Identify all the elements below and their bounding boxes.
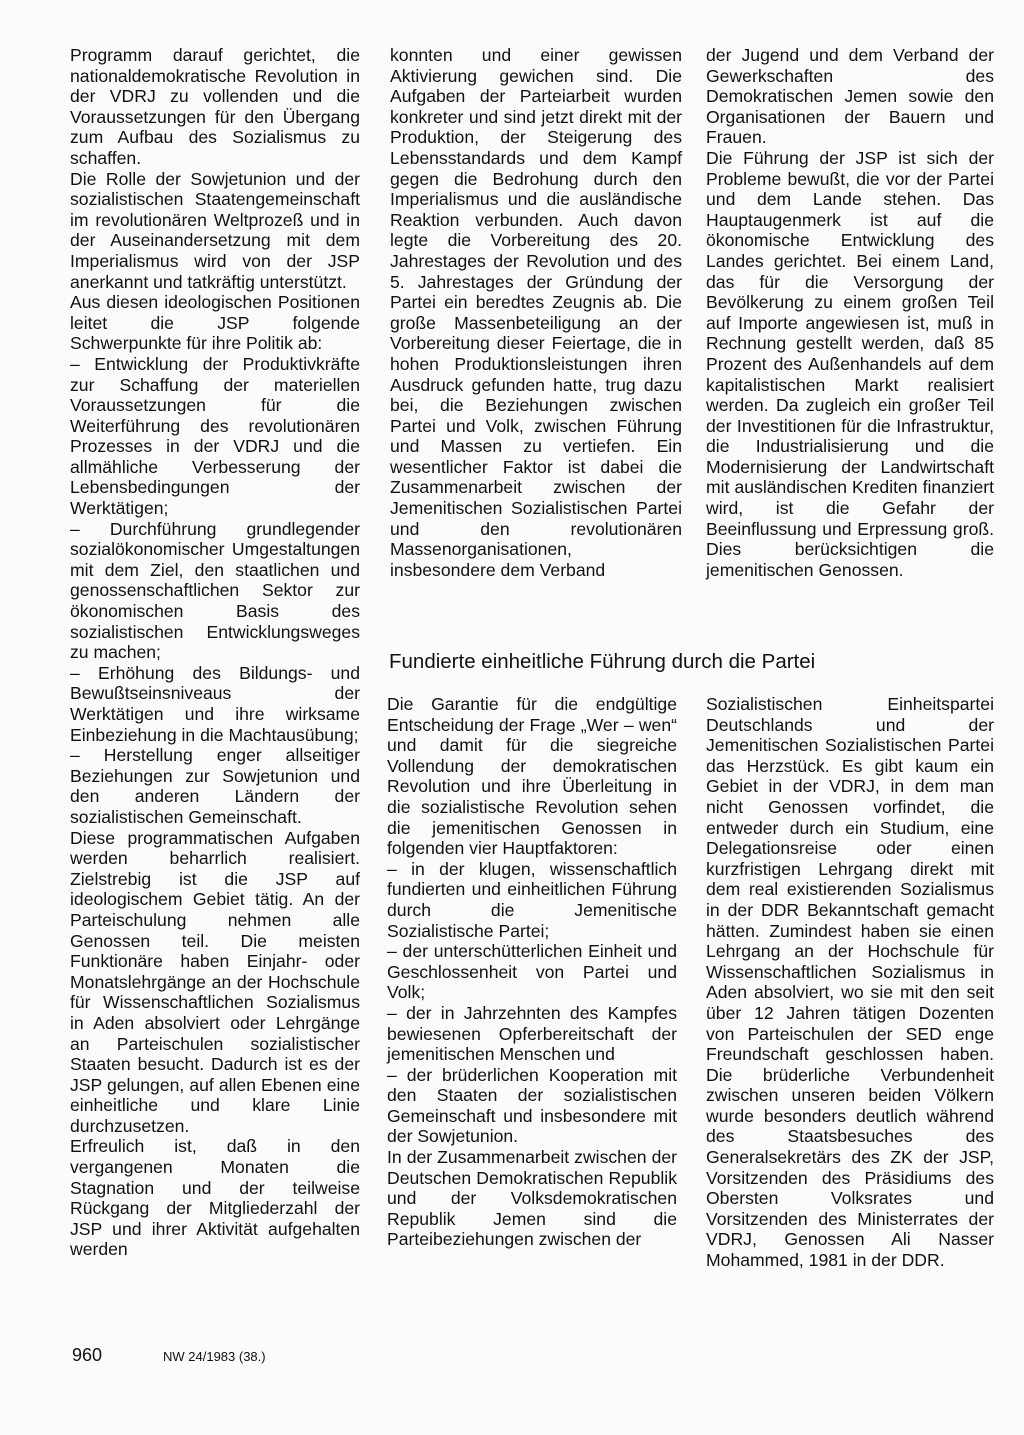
paragraph: – Entwicklung der Produktivkräfte zur Schaffung der materiellen Voraussetzungen für die Weiterführung des revolutionären Prozesses in der VDRJ und die allmähliche Verbesserung der Lebensbedingungen der Werktätigen; (70, 353, 360, 519)
paragraph: In der Zusammenarbeit zwischen der Deutschen Demokratischen Republik und der Volksdemokratischen Republik Jemen sind die Parteibeziehungen zwischen der (387, 1147, 677, 1250)
paragraph: – Durchführung grundlegender sozialökonomischer Umgestaltungen mit dem Ziel, den staatlichen und genossenschaftlichen Sektor zur ökonomischen Basis des sozialistischen Entwicklungsweges zu machen; (70, 518, 360, 663)
section-heading: Fundierte einheitliche Führung durch die Partei (389, 650, 816, 673)
paragraph: der Jugend und dem Verband der Gewerkschaften des Demokratischen Jemen sowie den Organisationen der Bauern und Frauen. (706, 45, 994, 148)
page-number: 960 (72, 1345, 103, 1365)
paragraph: Diese programmatischen Aufgaben werden beharrlich realisiert. Zielstrebig ist die JSP auf ideologischem Gebiet tätig. An der Parteischulung nehmen alle Genossen teil. Die meisten Funktionäre haben Einjahr- oder Monatslehrgänge an der Hochschule für Wissenschaftlichen Sozialismus in Aden absolviert oder Lehrgänge an Parteischulen sozialistischer Staaten besucht. Dadurch ist es der JSP gelungen, auf allen Ebenen eine einheitliche und klare Linie durchzusetzen. (70, 827, 360, 1136)
paragraph: – der unterschütterlichen Einheit und Geschlossenheit von Partei und Volk; (387, 941, 677, 1003)
paragraph: Programm darauf gerichtet, die nationaldemokratische Revolution in der VDRJ zu vollenden und die Voraussetzungen für den Übergang zum Aufbau des Sozialismus zu schaffen. (70, 45, 360, 168)
paragraph: – der in Jahrzehnten des Kampfes bewiesenen Opferbereitschaft der jemenitischen Menschen und (387, 1002, 677, 1065)
article-column-5 (706, 694, 994, 1271)
paragraph: Die Rolle der Sowjetunion und der sozialistischen Staatengemeinschaft im revolutionären Weltprozeß und in der Auseinandersetzung mit dem Imperialismus wird von der JSP anerkannt und tatkräftig unterstützt. (70, 168, 360, 292)
paragraph: – Erhöhung des Bildungs- und Bewußtseinsniveaus der Werktätigen und ihre wirksame Einbeziehung in die Machtausübung; (70, 662, 360, 745)
article-column-1 (70, 45, 360, 1260)
paragraph: Die Führung der JSP ist sich der Probleme bewußt, die vor der Partei und dem Lande stehen. Das Hauptaugenmerk ist auf die ökonomische Entwicklung des Landes gerichtet. Bei einem Land, das für die Versorgung der Bevölkerung zu einem großen Teil auf Importe angewiesen ist, muß in Rechnung gestellt werden, daß 85 Prozent des Außenhandels auf dem kapitalistischen Markt realisiert werden. Da zugleich ein großer Teil der Investitionen für die Infrastruktur, die Industrialisierung und die Modernisierung der Landwirtschaft mit ausländischen Krediten finanziert wird, ist die Gefahr der Beeinflussung und Erpressung groß. Dies berücksichtigen die jemenitischen Genossen. (706, 147, 994, 580)
issue-label: NW 24/1983 (38.) (163, 1349, 266, 1364)
paragraph: Sozialistischen Einheitspartei Deutschlands und der Jemenitischen Sozialistischen Partei das Herzstück. Es gibt kaum ein Gebiet in der VDRJ, in dem man nicht Genossen vorfindet, die entweder durch ein Studium, eine Delegationsreise oder einen kurzfristigen Lehrgang direkt mit dem real existierenden Sozialismus in der DDR Bekanntschaft gemacht hätten. Zumindest haben sie einen Lehrgang an der Hochschule für Wissenschaftlichen Sozialismus in Aden absolviert, wo sie mit den seit über 12 Jahren tätigen Dozenten von Parteischulen der SED enge Freundschaft geschlossen haben. Die brüderliche Verbundenheit zwischen unseren beiden Völkern wurde besonders deutlich während des Staatsbesuches des Generalsekretärs des ZK der JSP, Vorsitzenden des Präsidiums des Obersten Volksrates und Vorsitzenden des Ministerrates der VDRJ, Genossen Ali Nasser Mohammed, 1981 in der DDR. (706, 694, 994, 1271)
paragraph: – der brüderlichen Kooperation mit den Staaten der sozialistischen Gemeinschaft und insbesondere mit der Sowjetunion. (387, 1064, 677, 1147)
paragraph: – in der klugen, wissenschaftlich fundierten und einheitlichen Führung durch die Jemenitische Sozialistische Partei; (387, 858, 677, 941)
paragraph: Die Garantie für die endgültige Entscheidung der Frage „Wer – wen“ und damit für die siegreiche Vollendung der demokratischen Revolution und ihre Überleitung in die sozialistische Revolution sehen die jemenitischen Genossen in folgenden vier Hauptfaktoren: (387, 694, 677, 859)
article-column-3 (706, 45, 994, 580)
paragraph: – Herstellung enger allseitiger Beziehungen zur Sowjetunion und den anderen Ländern der sozialistischen Gemeinschaft. (70, 745, 360, 827)
paragraph: Erfreulich ist, daß in den vergangenen Monaten die Stagnation und der teilweise Rückgang der Mitgliederzahl der JSP und ihrer Aktivität aufgehalten werden (70, 1136, 360, 1260)
article-column-2 (390, 45, 682, 580)
paragraph: Aus diesen ideologischen Positionen leitet die JSP folgende Schwerpunkte für ihre Politik ab: (70, 292, 360, 354)
article-column-4 (387, 694, 677, 1250)
paragraph: konnten und einer gewissen Aktivierung gewichen sind. Die Aufgaben der Parteiarbeit wurden konkreter und sind jetzt direkt mit der Produktion, der Steigerung des Lebensstandards und dem Kampf gegen die Bedrohung durch den Imperialismus und die ausländische Reaktion verbunden. Auch davon legte die Vorbereitung des 20. Jahrestages der Revolution und des 5. Jahrestages der Gründung der Partei ein beredtes Zeugnis ab. Die große Massenbeteiligung an der Vorbereitung dieser Feiertage, die in hohen Produktionsleistungen ihren Ausdruck gefunden hatte, trug dazu bei, die Beziehungen zwischen Partei und Volk, zwischen Führung und Massen zu vertiefen. Ein wesentlicher Faktor ist dabei die Zusammenarbeit zwischen der Jemenitischen Sozialistischen Partei und den revolutionären Massenorganisationen, insbesondere dem Verband (390, 45, 682, 580)
